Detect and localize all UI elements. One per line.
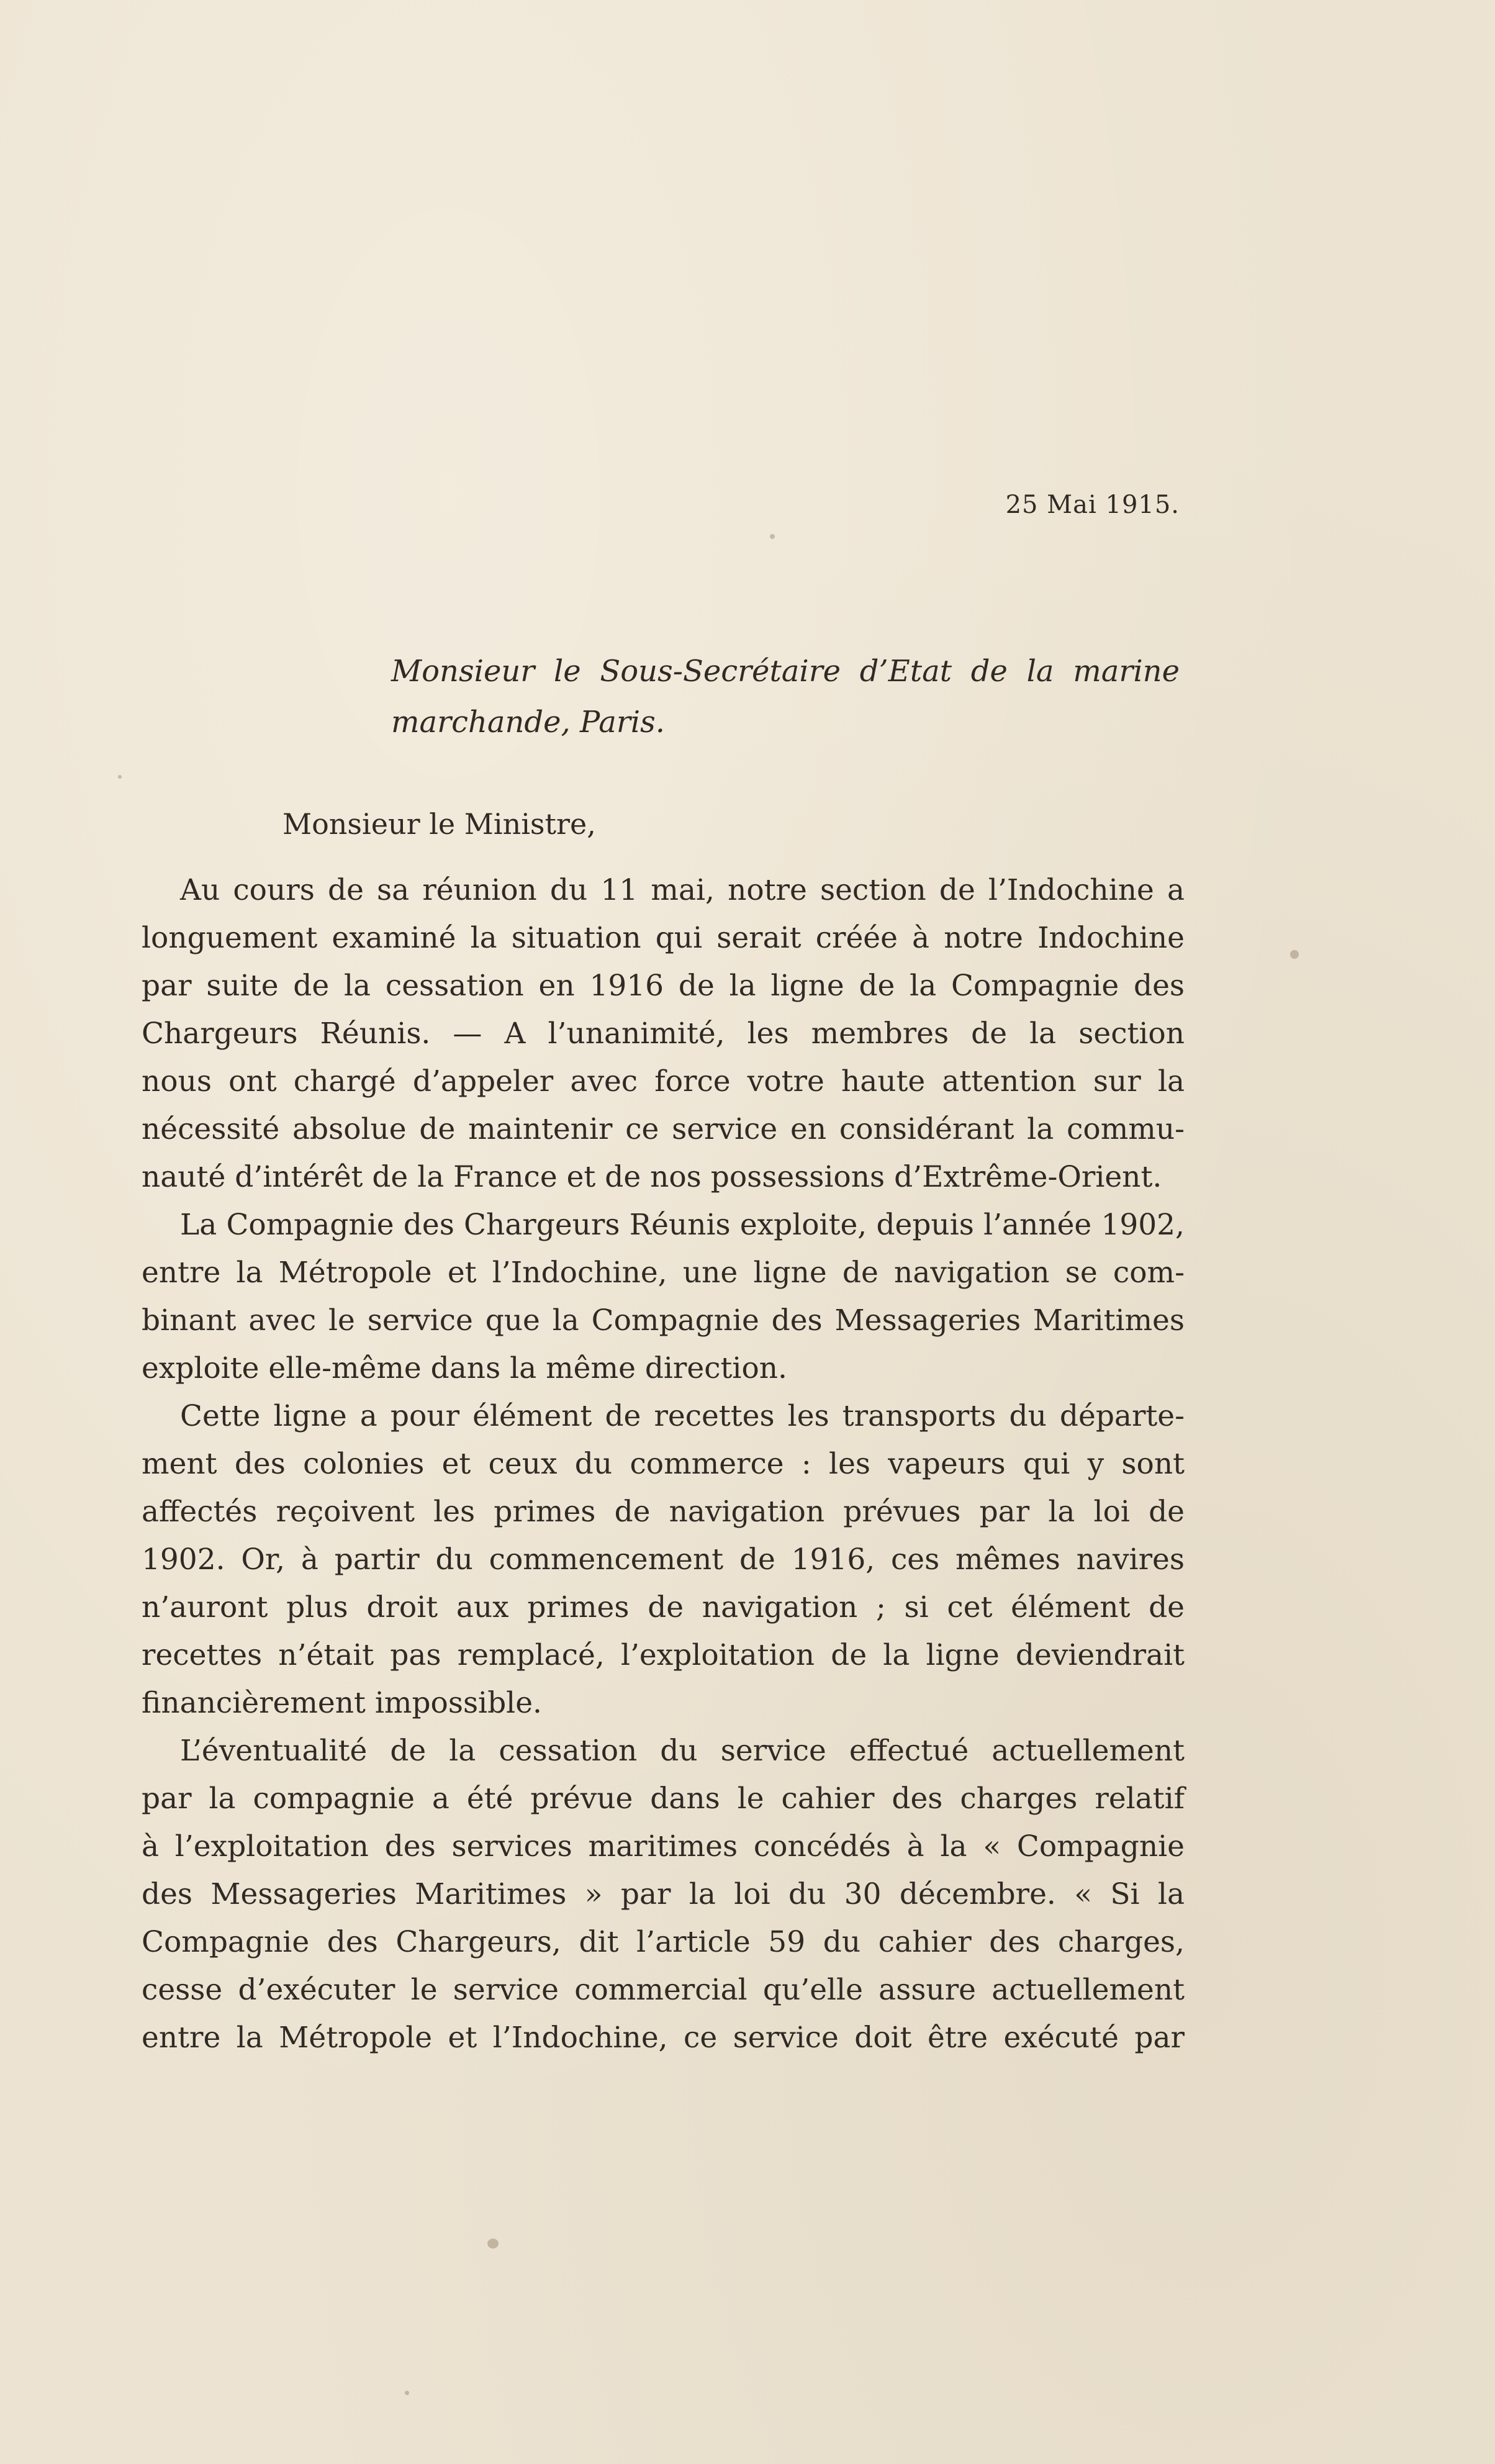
text-line: nauté d’intérêt de la France et de nos possessions d’Extrême-Orient. xyxy=(142,1160,1162,1194)
text-line: par suite de la cessation en 1916 de la ligne de la Compagnie des xyxy=(142,969,1185,1003)
paragraph-2 xyxy=(142,1201,1185,1392)
text-line: entre la Métropole et l’Indochine, une ligne de navigation se com- xyxy=(142,1256,1185,1290)
text-line: des Messageries Maritimes » par la loi du 30 décembre. « Si la xyxy=(142,1877,1185,1911)
paper-speck xyxy=(118,775,122,779)
text-line: par la compagnie a été prévue dans le cahier des charges relatif xyxy=(142,1782,1185,1816)
text-line: La Compagnie des Chargeurs Réunis exploite, depuis l’année 1902, xyxy=(180,1208,1185,1242)
paragraph-4 xyxy=(142,1727,1185,2062)
text-line: Compagnie des Chargeurs, dit l’article 59 du cahier des charges, xyxy=(142,1925,1185,1959)
text-line: cesse d’exécuter le service commercial qu’elle assure actuellement xyxy=(142,1973,1185,2007)
text-line: Cette ligne a pour élément de recettes les transports du départe- xyxy=(180,1399,1185,1433)
addressee-line-1: Monsieur le Sous-Secrétaire d’Etat de la marine xyxy=(391,654,1180,689)
text-line: entre la Métropole et l’Indochine, ce service doit être exécuté par xyxy=(142,2021,1185,2055)
text-line: n’auront plus droit aux primes de navigation ; si cet élément de xyxy=(142,1590,1185,1624)
letter-body xyxy=(142,866,1185,2062)
paper-speck xyxy=(1290,950,1299,959)
text-line: exploite elle-même dans la même direction. xyxy=(142,1351,787,1385)
text-line: binant avec le service que la Compagnie des Messageries Maritimes xyxy=(142,1303,1185,1338)
text-line: à l’exploitation des services maritimes concédés à la « Compagnie xyxy=(142,1829,1185,1864)
text-line: nous ont chargé d’appeler avec force votre haute attention sur la xyxy=(142,1064,1185,1098)
text-line: recettes n’était pas remplacé, l’exploitation de la ligne deviendrait xyxy=(142,1638,1185,1672)
paper-speck xyxy=(770,534,775,539)
text-line: L’éventualité de la cessation du service effectué actuellement xyxy=(180,1734,1185,1768)
addressee-line-2: marchande, Paris. xyxy=(391,705,665,740)
paragraph-1 xyxy=(142,866,1185,1201)
paper-speck xyxy=(405,2391,409,2395)
text-line: Chargeurs Réunis. — A l’unanimité, les membres de la section xyxy=(142,1017,1185,1051)
salutation: Monsieur le Ministre, xyxy=(282,807,596,841)
paper-speck xyxy=(487,2239,499,2249)
text-line: affectés reçoivent les primes de navigation prévues par la loi de xyxy=(142,1495,1185,1529)
letter-date: 25 Mai 1915. xyxy=(1005,491,1180,519)
text-line: ment des colonies et ceux du commerce : les vapeurs qui y sont xyxy=(142,1447,1185,1481)
text-line: Au cours de sa réunion du 11 mai, notre section de l’Indochine a xyxy=(180,873,1185,907)
paragraph-3 xyxy=(142,1392,1185,1727)
text-line: 1902. Or, à partir du commencement de 1916, ces mêmes navires xyxy=(142,1542,1185,1577)
text-line: nécessité absolue de maintenir ce service en considérant la commu- xyxy=(142,1112,1185,1146)
text-line: financièrement impossible. xyxy=(142,1686,542,1720)
text-line: longuement examiné la situation qui serait créée à notre Indochine xyxy=(142,921,1185,955)
addressee-block xyxy=(391,646,1180,748)
